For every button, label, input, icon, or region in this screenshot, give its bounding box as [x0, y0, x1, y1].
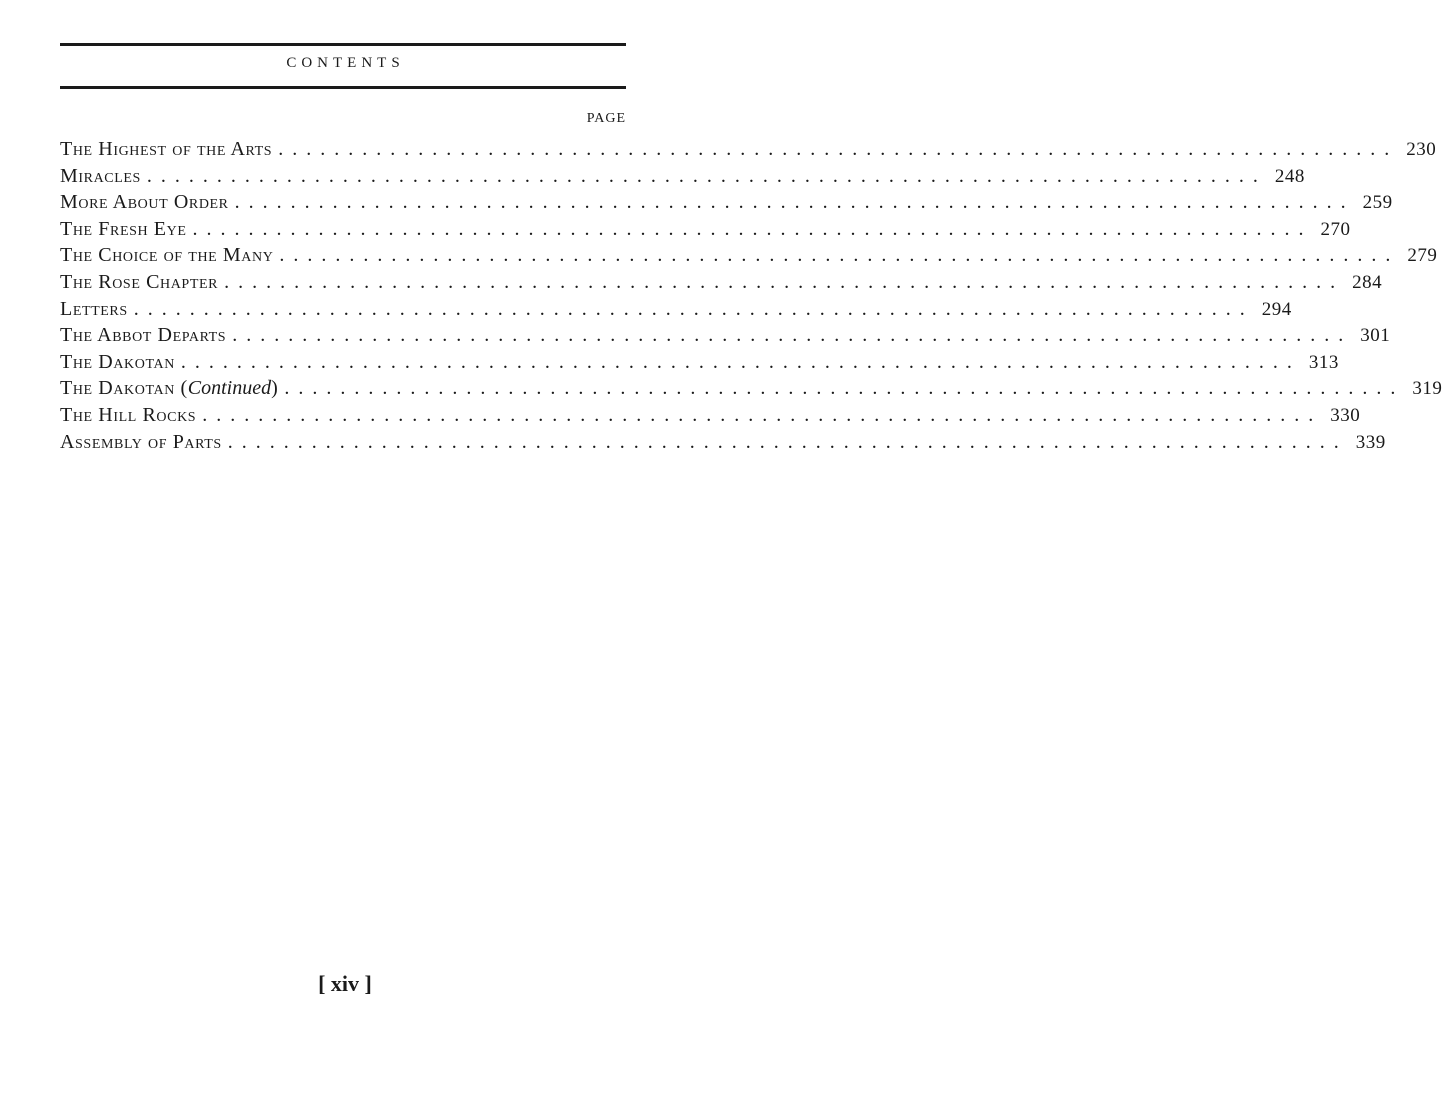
dot-leader: ................................................................................: [232, 324, 1353, 347]
toc-entry-title-text: The Choice of the Many: [60, 244, 274, 267]
toc-entry-title: [60, 429, 222, 456]
toc-entry-title: [60, 375, 278, 402]
toc-entry: [60, 322, 1391, 349]
toc-entry-title-text: More About Order: [60, 191, 229, 214]
toc-entry-title-text: The Hill Rocks: [60, 403, 197, 426]
toc-entry-page: 279: [1407, 245, 1438, 267]
toc-entry-page: 259: [1362, 192, 1393, 214]
dot-leader: ................................................................................: [278, 138, 1399, 160]
toc-entry-page: 301: [1360, 325, 1391, 347]
dot-leader: ................................................................................: [224, 270, 1345, 293]
toc-entry-title-text: The Rose Chapter: [60, 270, 219, 293]
toc-entry-page: 270: [1320, 218, 1351, 240]
toc-entry: [60, 349, 1339, 376]
toc-entry-page: 284: [1352, 271, 1383, 293]
toc-entry-page: 330: [1330, 404, 1361, 426]
toc-entry-title: [60, 163, 141, 190]
toc-entry-title-text: The Highest of the Arts: [60, 138, 273, 160]
page-folio: [ xiv ]: [318, 971, 372, 996]
dot-leader: ................................................................................: [146, 164, 1267, 187]
toc-entry-title-text: The Fresh Eye: [60, 217, 187, 240]
dot-leader: ................................................................................: [180, 350, 1301, 373]
toc-entry-page: 230: [1406, 139, 1437, 160]
toc-entry-title-text: The Dakotan (: [60, 377, 188, 400]
toc-entry-title-text: The Dakotan: [60, 350, 175, 373]
toc-entry: [60, 216, 1351, 243]
dot-leader: ................................................................................: [279, 244, 1400, 267]
page-column-label: PAGE: [586, 111, 626, 126]
toc-entry-title: [60, 296, 128, 323]
toc-entry: [60, 189, 1393, 216]
toc-entry-title-suffix: ): [271, 377, 279, 400]
toc-entry-title-text: Miracles: [60, 164, 141, 187]
toc-entry-title: [60, 216, 186, 243]
bottom-rule: [60, 86, 626, 89]
dot-leader: ................................................................................: [192, 217, 1313, 240]
toc-entry: [60, 242, 1438, 269]
toc-entry-page: 339: [1355, 431, 1386, 453]
dot-leader: ................................................................................: [202, 403, 1323, 426]
toc-entry: [60, 429, 1386, 456]
toc-entry-title-text: Assembly of Parts: [60, 430, 222, 453]
toc-entry: [60, 163, 1305, 190]
toc-entry-title: [60, 189, 229, 216]
toc-entry: [60, 136, 1437, 163]
toc-entry-page: 294: [1261, 298, 1292, 320]
table-of-contents: [60, 136, 1442, 455]
dot-leader: ................................................................................: [284, 377, 1405, 400]
toc-entry-title: [60, 269, 218, 296]
dot-leader: ................................................................................: [133, 297, 1254, 320]
toc-entry-title: [60, 136, 272, 163]
toc-entry-title: [60, 349, 175, 376]
toc-entry-title-text: Letters: [60, 297, 128, 320]
toc-entry-page: 319: [1412, 378, 1442, 400]
toc-entry-title-italic: Continued: [187, 377, 272, 400]
toc-entry-title-text: The Abbot Departs: [60, 324, 227, 347]
toc-entry: [60, 269, 1383, 296]
toc-entry-page: 313: [1308, 351, 1339, 373]
dot-leader: ................................................................................: [234, 191, 1355, 214]
toc-entry-title: [60, 322, 226, 349]
toc-entry-title: [60, 242, 273, 269]
dot-leader: ................................................................................: [227, 430, 1348, 453]
toc-entry: [60, 402, 1361, 429]
contents-heading: CONTENTS: [286, 55, 405, 71]
toc-entry: [60, 375, 1442, 402]
toc-entry-page: 248: [1274, 165, 1305, 187]
top-rule: [60, 43, 626, 46]
toc-entry: [60, 296, 1292, 323]
toc-entry-title: [60, 402, 196, 429]
